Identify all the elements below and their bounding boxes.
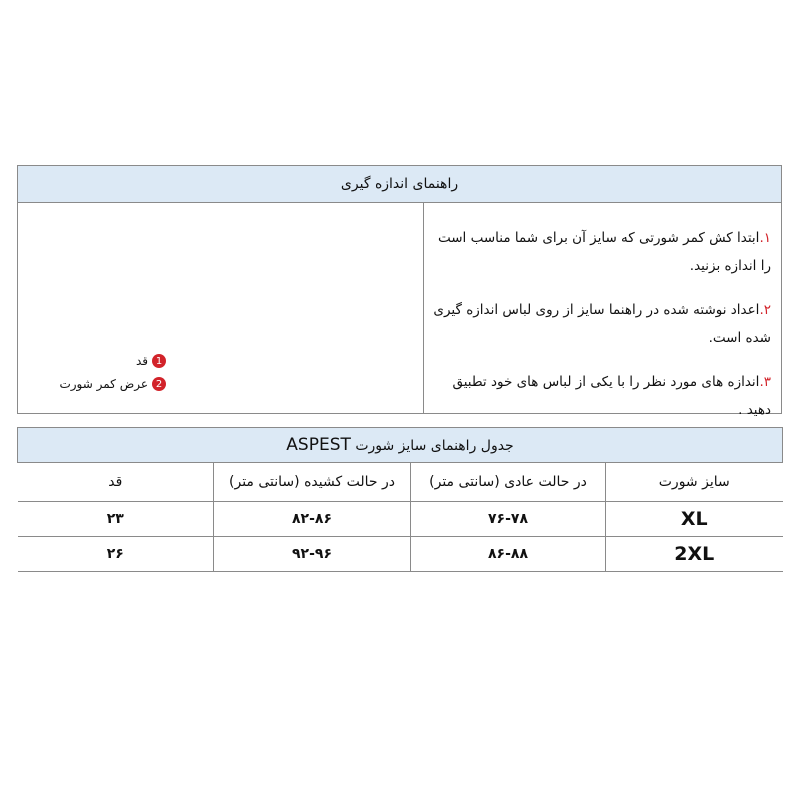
table-row bbox=[18, 537, 783, 572]
instruction-1: ۱.ابتدا کش کمر شورتی که سایز آن برای شما مناسب است را اندازه بزنید. bbox=[437, 230, 771, 274]
col-header-length: قد bbox=[18, 463, 214, 502]
size-table bbox=[17, 427, 783, 572]
brand-name: ASPEST bbox=[286, 435, 351, 455]
size-table-title: جدول راهنمای سایز شورت ASPEST bbox=[18, 428, 783, 463]
cell-size: 2XL bbox=[606, 537, 783, 572]
col-header-normal: در حالت عادی (سانتی متر) bbox=[411, 463, 606, 502]
guide-divider bbox=[423, 202, 424, 413]
col-header-size: سایز شورت bbox=[606, 463, 783, 502]
diagram-legend bbox=[18, 354, 166, 400]
table-row bbox=[18, 502, 783, 537]
guide-body bbox=[18, 202, 781, 418]
instruction-2: ۲.اعداد نوشته شده در راهنما سایز از روی لباس اندازه گیری شده است. bbox=[433, 302, 771, 346]
guide-title bbox=[18, 166, 781, 203]
cell-size: XL bbox=[606, 502, 783, 537]
cell-length: ۲۶ bbox=[18, 537, 214, 572]
legend-item-waist bbox=[18, 377, 166, 391]
instructions bbox=[428, 224, 771, 440]
table-header-row bbox=[18, 463, 783, 502]
cell-length: ۲۳ bbox=[18, 502, 214, 537]
legend-badge: 2 bbox=[152, 377, 166, 391]
guide-title-text: راهنمای اندازه گیری bbox=[340, 176, 459, 192]
legend-item-height bbox=[18, 354, 166, 368]
col-header-stretched: در حالت کشیده (سانتی متر) bbox=[214, 463, 411, 502]
cell-stretched: ۸۲-۸۶ bbox=[214, 502, 411, 537]
instruction-3: ۳.اندازه های مورد نظر را با یکی از لباس های خود تطبیق دهید . bbox=[452, 374, 771, 418]
cell-stretched: ۹۲-۹۶ bbox=[214, 537, 411, 572]
measurement-guide bbox=[17, 165, 782, 418]
cell-normal: ۸۶-۸۸ bbox=[411, 537, 606, 572]
cell-normal: ۷۶-۷۸ bbox=[411, 502, 606, 537]
legend-badge: 1 bbox=[152, 354, 166, 368]
legend-label: قد bbox=[135, 354, 148, 368]
legend-label: عرض کمر شورت bbox=[59, 377, 148, 391]
